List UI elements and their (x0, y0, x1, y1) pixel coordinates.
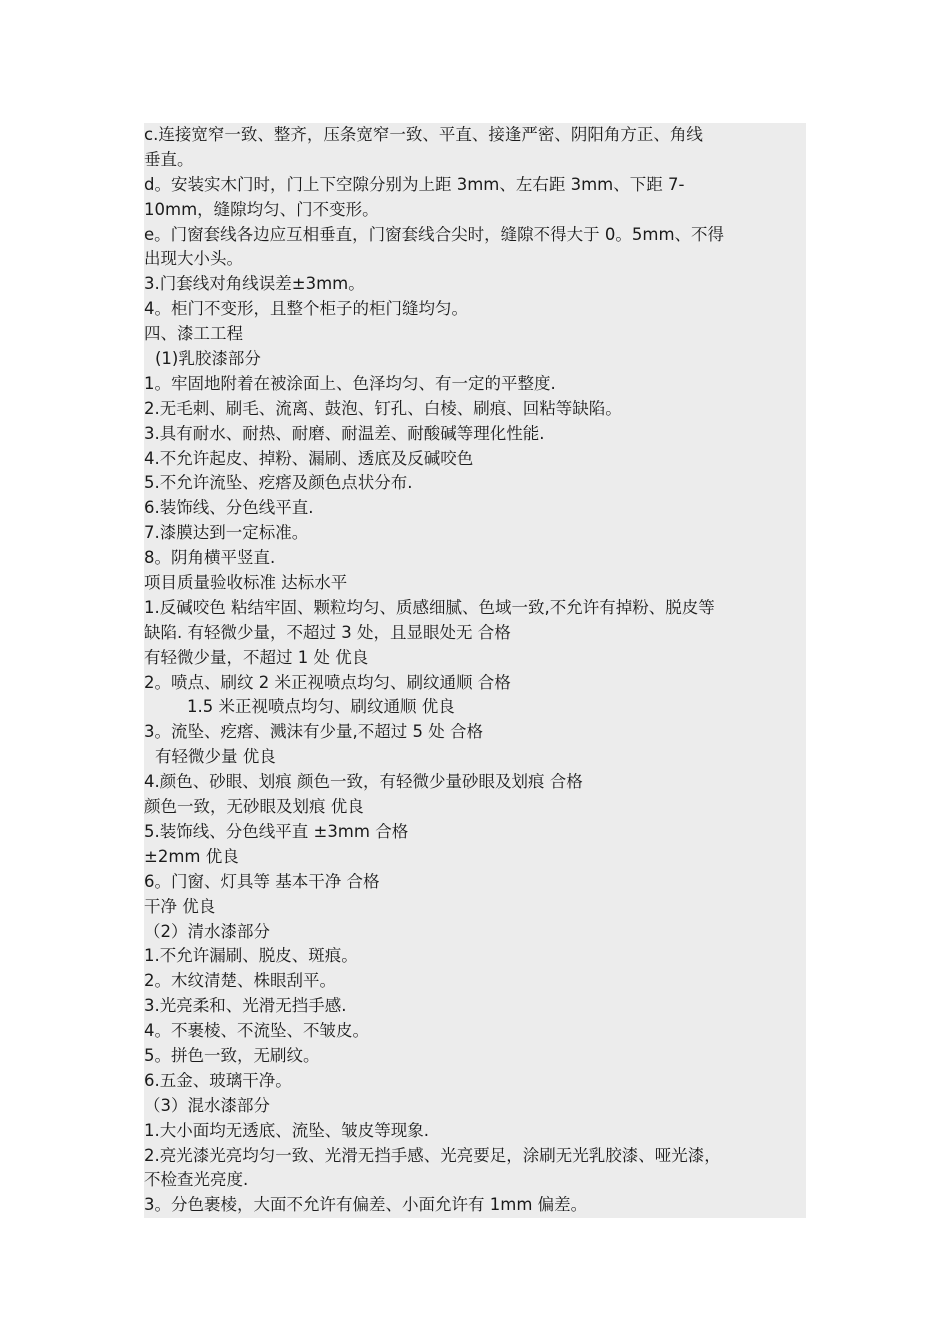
text-line: c.连接宽窄一致、整齐，压条宽窄一致、平直、接逢严密、阴阳角方正、角线 (144, 125, 703, 144)
text-line: 3.具有耐水、耐热、耐磨、耐温差、耐酸碱等理化性能. (144, 423, 545, 443)
text-line: 6。门窗、灯具等 基本干净 合格 (144, 871, 380, 891)
document-body (144, 123, 806, 1218)
text-line: 8。阴角横平竖直. (144, 548, 276, 568)
text-line: 2.亮光漆光亮均匀一致、光滑无挡手感、光亮要足，涂刷无光乳胶漆、哑光漆， (144, 1145, 721, 1165)
text-line: 5.装饰线、分色线平直 ±3mm 合格 (144, 821, 409, 841)
text-line: 6.装饰线、分色线平直. (144, 498, 314, 518)
text-line: 四、漆工工程 (144, 324, 243, 344)
text-line: e。门窗套线各边应互相垂直，门窗套线合尖时，缝隙不得大于 0。5mm、不得 (144, 224, 725, 244)
text-line: 1.5 米正视喷点均匀、刷纹通顺 优良 (187, 697, 455, 717)
text-line: 3.门套线对角线误差±3mm。 (144, 274, 365, 294)
text-line: 缺陷. 有轻微少量，不超过 3 处，且显眼处无 合格 (144, 622, 511, 642)
text-line: 2。喷点、刷纹 2 米正视喷点均匀、刷纹通顺 合格 (144, 672, 511, 692)
text-line: 2。木纹清楚、株眼刮平。 (144, 971, 336, 991)
text-line: 垂直。 (144, 149, 194, 169)
text-line: 4.不允许起皮、掉粉、漏刷、透底及反碱咬色 (144, 448, 474, 468)
text-line: 项目质量验收标准 达标水平 (144, 573, 348, 593)
text-line: 7.漆膜达到一定标准。 (144, 523, 309, 543)
text-line: （3）混水漆部分 (144, 1095, 270, 1115)
text-line: 有轻微少量 优良 (155, 747, 276, 767)
text-line: 颜色一致，无砂眼及划痕 优良 (144, 797, 364, 817)
text-line: 5。拼色一致，无刷纹。 (144, 1045, 320, 1065)
text-line: 不检查光亮度. (144, 1170, 249, 1190)
text-line: d。安装实木门时，门上下空隙分别为上距 3mm、左右距 3mm、下距 7- (144, 174, 685, 194)
text-line: 4。不裹棱、不流坠、不皱皮。 (144, 1021, 369, 1041)
text-line: 4.颜色、砂眼、划痕 颜色一致，有轻微少量砂眼及划痕 合格 (144, 772, 583, 792)
text-line: 2.无毛刺、刷毛、流离、鼓泡、钉孔、白棱、刷痕、回粘等缺陷。 (144, 398, 622, 418)
text-line: 1.不允许漏刷、脱皮、斑痕。 (144, 946, 358, 966)
text-line: 10mm，缝隙均匀、门不变形。 (144, 199, 379, 219)
text-line: 3。分色裹棱，大面不允许有偏差、小面允许有 1mm 偏差。 (144, 1195, 588, 1215)
text-line: 有轻微少量，不超过 1 处 优良 (144, 647, 369, 667)
text-line: 1。牢固地附着在被涂面上、色泽均匀、有一定的平整度. (144, 373, 556, 393)
text-line: 4。柜门不变形，且整个柜子的柜门缝均匀。 (144, 299, 468, 319)
text-line: 3。流坠、疙瘩、溅沫有少量,不超过 5 处 合格 (144, 722, 483, 742)
text-line: 6.五金、玻璃干净。 (144, 1070, 292, 1090)
text-line: ±2mm 优良 (144, 846, 239, 866)
text-line: 1.大小面均无透底、流坠、皱皮等现象. (144, 1120, 429, 1140)
text-line: 3.光亮柔和、光滑无挡手感. (144, 996, 347, 1016)
text-line: 5.不允许流坠、疙瘩及颜色点状分布. (144, 473, 413, 493)
text-line: 出现大小头。 (144, 249, 243, 269)
text-line: （2）清水漆部分 (144, 921, 270, 941)
text-line: (1)乳胶漆部分 (155, 349, 261, 369)
text-line: 1.反碱咬色 粘结牢固、颗粒均匀、质感细腻、色域一致,不允许有掉粉、脱皮等 (144, 597, 715, 617)
text-line: 干净 优良 (144, 896, 216, 916)
